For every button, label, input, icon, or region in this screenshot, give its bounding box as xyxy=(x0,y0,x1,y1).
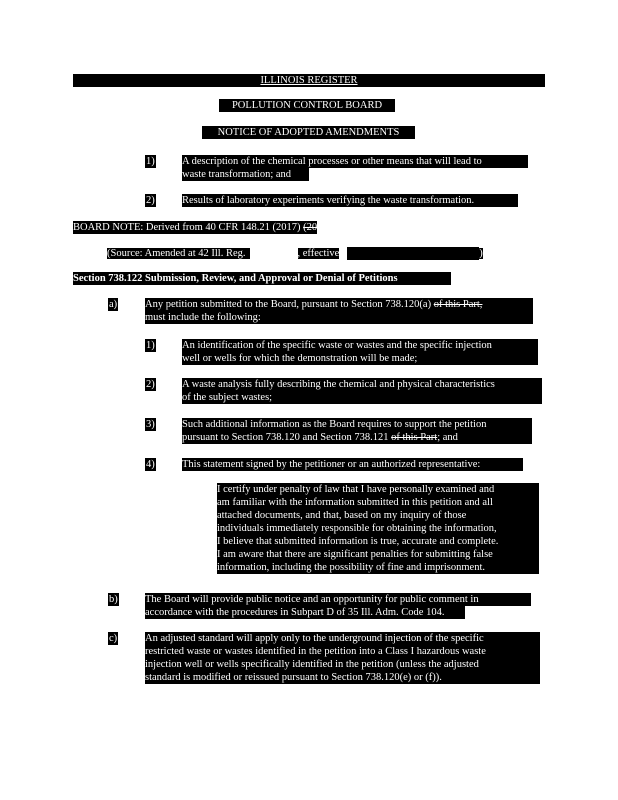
list-item-text: Results of laboratory experiments verifying the waste transformation. xyxy=(182,194,518,207)
certification-line: I certify under penalty of law that I have personally examined and xyxy=(217,483,539,496)
list-item-text: restricted waste or wastes identified in the petition into a Class I hazardous waste xyxy=(145,645,540,658)
list-item-text: pursuant to Section 738.120 and Section 738.121 of this Part; and xyxy=(182,431,532,444)
certification-line: am familiar with the information submitted in this petition and all xyxy=(217,496,539,509)
list-marker: c) xyxy=(109,633,118,644)
certification-line: information, including the possibility of fine and imprisonment. xyxy=(217,561,539,574)
board-note: BOARD NOTE: Derived from 40 CFR 148.21 (2017) (2005) xyxy=(73,222,332,233)
list-item-text: An identification of the specific waste or wastes and the specific injection xyxy=(182,339,538,352)
list-item-text: accordance with the procedures in Subpart D of 35 Ill. Adm. Code 104. xyxy=(145,606,465,619)
list-marker: 2) xyxy=(146,195,155,206)
list-marker: b) xyxy=(109,594,118,605)
list-item-text: Such additional information as the Board requires to support the petition xyxy=(182,418,532,431)
list-item-text: A description of the chemical processes or other means that will lead to xyxy=(182,155,528,168)
certification-line: I am aware that there are significant penalties for submitting false xyxy=(217,548,539,561)
list-marker: 1) xyxy=(146,156,155,167)
list-marker: 4) xyxy=(146,459,155,470)
list-marker: 1) xyxy=(146,340,155,351)
list-item-text: well or wells for which the demonstration will be made; xyxy=(182,352,538,365)
list-item-text: A waste analysis fully describing the chemical and physical characteristics xyxy=(182,378,542,391)
list-item-text: of the subject wastes; xyxy=(182,391,542,404)
list-item-text: injection well or wells specifically identified in the petition (unless the adjusted xyxy=(145,658,540,671)
list-item-text: must include the following: xyxy=(145,311,533,324)
list-item-text: This statement signed by the petitioner or an authorized representative: xyxy=(182,458,523,471)
list-item-text: waste transformation; and xyxy=(182,168,309,181)
list-item-text: Any petition submitted to the Board, pursuant to Section 738.120(a) of this Part, xyxy=(145,298,533,311)
certification-line: I believe that submitted information is true, accurate and complete. xyxy=(217,535,539,548)
list-marker: 2) xyxy=(146,379,155,390)
source-note: (Source: Amended at 42 Ill. Reg. , effective ) xyxy=(107,248,483,259)
list-marker: a) xyxy=(109,299,118,310)
certification-line: attached documents, and that, based on my inquiry of those xyxy=(217,509,539,522)
board-name: POLLUTION CONTROL BOARD xyxy=(219,99,395,112)
list-item-text: The Board will provide public notice and an opportunity for public comment in xyxy=(145,593,531,606)
list-item-text: standard is modified or reissued pursuant to Section 738.120(e) or (f)). xyxy=(145,671,540,684)
register-header: ILLINOIS REGISTER xyxy=(73,74,545,87)
list-item-text: An adjusted standard will apply only to the underground injection of the specific xyxy=(145,632,540,645)
certification-line: individuals immediately responsible for obtaining the information, xyxy=(217,522,539,535)
notice-title: NOTICE OF ADOPTED AMENDMENTS xyxy=(202,126,415,139)
section-heading: Section 738.122 Submission, Review, and Approval or Denial of Petitions xyxy=(73,272,451,285)
list-marker: 3) xyxy=(146,419,155,430)
